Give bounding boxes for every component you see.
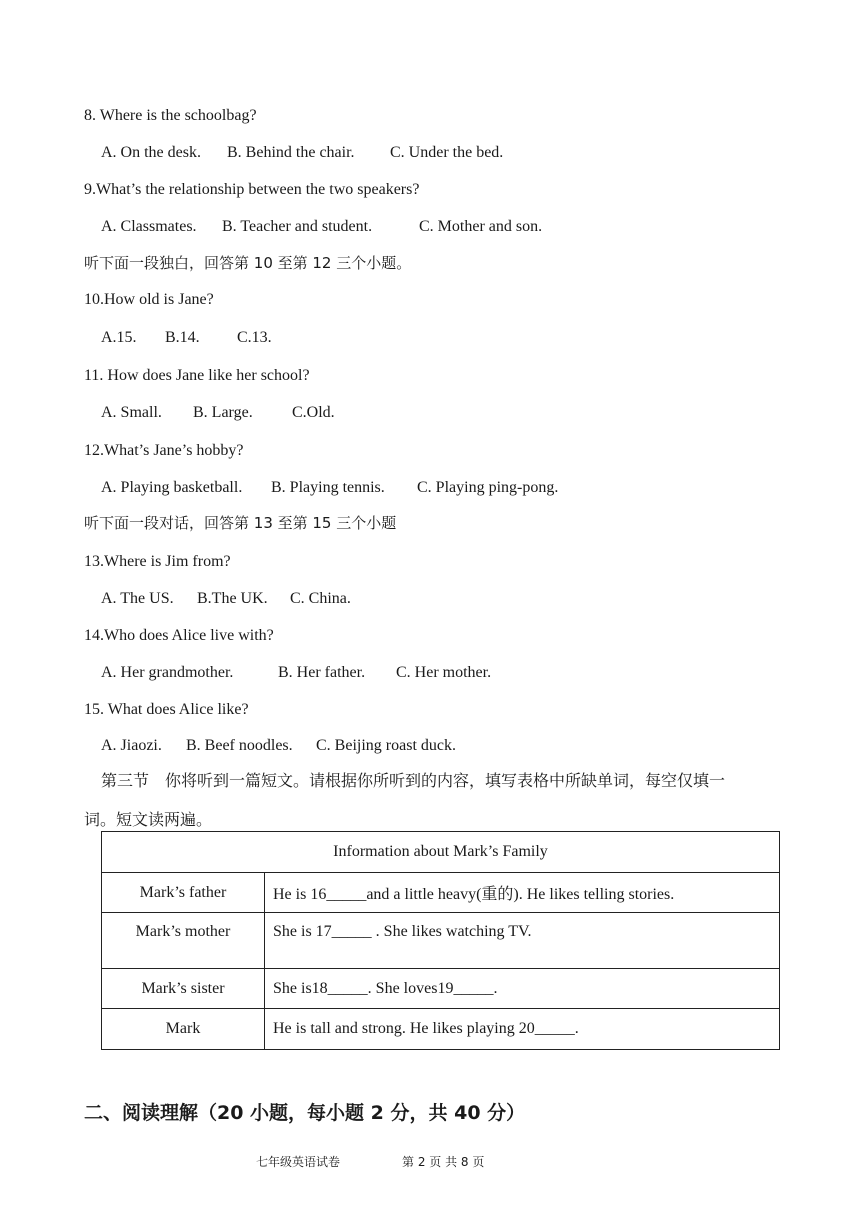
option-b: B. Her father. bbox=[278, 664, 366, 681]
question-11-stem: 11. How does Jane like her school? bbox=[84, 367, 310, 384]
option-b: B.The UK. bbox=[197, 590, 268, 607]
option-a: A. Small. bbox=[101, 404, 162, 421]
question-8-stem: 8. Where is the schoolbag? bbox=[84, 107, 257, 124]
question-8-options bbox=[101, 143, 503, 163]
question-15-stem: 15. What does Alice like? bbox=[84, 701, 249, 718]
option-b: B. Playing tennis. bbox=[271, 479, 385, 496]
reading-section-title: 二、阅读理解（20 小题，每小题 2 分，共 40 分） bbox=[84, 1102, 526, 1124]
footer-exam-name: 七年级英语试卷 bbox=[256, 1155, 341, 1169]
option-b: B. Large. bbox=[193, 404, 253, 421]
table-cell-info: She is18_____. She loves19_____. bbox=[265, 969, 780, 1009]
option-a: A. Classmates. bbox=[101, 218, 197, 235]
table-cell-info: He is tall and strong. He likes playing 20_____. bbox=[265, 1009, 780, 1050]
table-title-row bbox=[102, 832, 780, 873]
table-cell-info: She is 17_____ . She likes watching TV. bbox=[265, 913, 780, 969]
table-cell-name: Mark bbox=[102, 1009, 265, 1050]
option-a: A. On the desk. bbox=[101, 144, 201, 161]
question-14-stem: 14.Who does Alice live with? bbox=[84, 627, 274, 644]
question-12-options bbox=[101, 478, 558, 498]
option-c: C.13. bbox=[237, 329, 272, 346]
question-10-stem: 10.How old is Jane? bbox=[84, 291, 214, 308]
family-info-table bbox=[101, 831, 780, 1050]
option-a: A. Jiaozi. bbox=[101, 737, 162, 754]
footer-page-info: 第 2 页 共 8 页 bbox=[402, 1155, 485, 1169]
question-9-options bbox=[101, 217, 542, 237]
question-9-stem: 9.What’s the relationship between the two speakers? bbox=[84, 181, 420, 198]
option-c: C. Mother and son. bbox=[419, 218, 543, 235]
option-b: B. Teacher and student. bbox=[222, 218, 373, 235]
table-cell-info: He is 16_____and a little heavy(重的). He likes telling stories. bbox=[265, 873, 780, 913]
option-a: A.15. bbox=[101, 329, 137, 346]
option-a: A. The US. bbox=[101, 590, 174, 607]
table-cell-name: Mark’s mother bbox=[102, 913, 265, 969]
table-cell-name: Mark’s sister bbox=[102, 969, 265, 1009]
question-12-stem: 12.What’s Jane’s hobby? bbox=[84, 442, 244, 459]
question-14-options bbox=[101, 663, 491, 683]
table-row bbox=[102, 873, 780, 913]
question-11-options bbox=[101, 403, 335, 423]
section3-instruction-line1: 第三节 你将听到一篇短文。请根据你所听到的内容，填写表格中所缺单词，每空仅填一 bbox=[101, 771, 726, 790]
option-b: B. Behind the chair. bbox=[227, 144, 355, 161]
question-13-options bbox=[101, 589, 351, 609]
option-a: A. Playing basketball. bbox=[101, 479, 243, 496]
question-13-stem: 13.Where is Jim from? bbox=[84, 553, 231, 570]
option-c: C. Under the bed. bbox=[390, 144, 504, 161]
option-a: A. Her grandmother. bbox=[101, 664, 234, 681]
monologue-instruction: 听下面一段独白，回答第 10 至第 12 三个小题。 bbox=[84, 254, 412, 272]
option-c: C. Beijing roast duck. bbox=[316, 737, 456, 754]
option-c: C. China. bbox=[290, 590, 351, 607]
question-10-options bbox=[101, 328, 272, 348]
table-title: Information about Mark’s Family bbox=[102, 832, 780, 873]
question-15-options bbox=[101, 736, 456, 756]
option-c: C. Her mother. bbox=[396, 664, 492, 681]
option-b: B. Beef noodles. bbox=[186, 737, 293, 754]
option-c: C. Playing ping-pong. bbox=[417, 479, 559, 496]
table-row bbox=[102, 969, 780, 1009]
table-row bbox=[102, 913, 780, 969]
option-b: B.14. bbox=[165, 329, 200, 346]
section3-instruction-line2: 词。短文读两遍。 bbox=[84, 810, 213, 829]
option-c: C.Old. bbox=[292, 404, 335, 421]
dialogue-instruction: 听下面一段对话，回答第 13 至第 15 三个小题 bbox=[84, 514, 397, 532]
table-cell-name: Mark’s father bbox=[102, 873, 265, 913]
table-row bbox=[102, 1009, 780, 1050]
